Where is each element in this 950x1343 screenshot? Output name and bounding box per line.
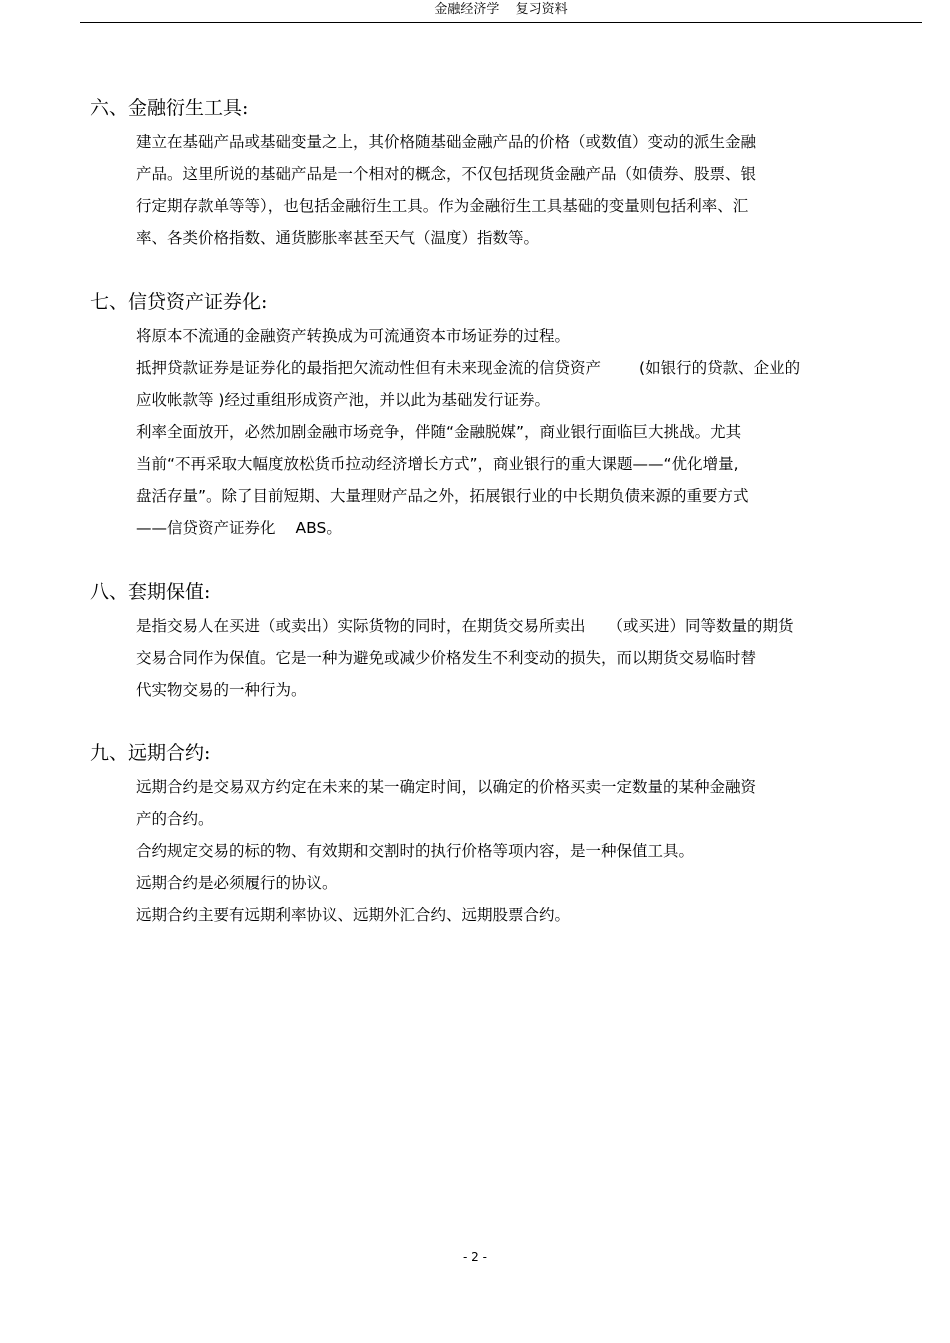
- section-securitization: [90, 290, 910, 544]
- section-heading: 九、远期合约:: [90, 742, 211, 764]
- paragraph-line: [136, 610, 910, 642]
- line-text: (如银行的贷款、企业的: [639, 359, 801, 377]
- page-header: [80, 0, 922, 23]
- paragraph-line: 行定期存款单等等），也包括金融衍生工具。作为金融衍生工具基础的变量则包括利率、汇: [136, 197, 749, 215]
- paragraph-line: 利率全面放开，必然加剧金融市场竞争，伴随“金融脱媒”，商业银行面临巨大挑战。尤其: [136, 423, 742, 441]
- header-course: 金融经济学: [434, 2, 500, 17]
- paragraph-line: 建立在基础产品或基础变量之上，其价格随基础金融产品的价格（或数值）变动的派生金融: [136, 133, 757, 151]
- section-heading: 七、信贷资产证券化:: [90, 291, 268, 313]
- section-derivatives: [90, 96, 910, 254]
- section-hedging: [90, 580, 910, 706]
- paragraph-line: 产品。这里所说的基础产品是一个相对的概念，不仅包括现货金融产品（如债券、股票、银: [136, 165, 757, 183]
- line-text: 抵押贷款证券是证券化的最指把欠流动性但有未来现金流的信贷资产: [136, 359, 602, 377]
- line-text: ——信贷资产证券化: [136, 519, 276, 537]
- paragraph-line: 将原本不流通的金融资产转换成为可流通资本市场证券的过程。: [136, 327, 571, 345]
- page-number: - 2 -: [463, 1250, 487, 1264]
- paragraph-line: 交易合同作为保值。它是一种为避免或减少价格发生不利变动的损失，而以期货交易临时替: [136, 649, 757, 667]
- section-forward-contract: [90, 741, 910, 931]
- paragraph-line: 合约规定交易的标的物、有效期和交割时的执行价格等项内容，是一种保值工具。: [136, 842, 695, 860]
- paragraph-line: 盘活存量”。除了目前短期、大量理财产品之外，拓展银行业的中长期负债来源的重要方式: [136, 487, 749, 505]
- paragraph-line: 产的合约。: [136, 810, 214, 828]
- paragraph-line: 率、各类价格指数、通货膨胀率甚至天气（温度）指数等。: [136, 229, 540, 247]
- paragraph-line: 远期合约主要有远期利率协议、远期外汇合约、远期股票合约。: [136, 906, 571, 924]
- section-heading: 八、套期保值:: [90, 581, 211, 603]
- paragraph-line: [136, 512, 910, 544]
- header-material: 复习资料: [515, 2, 568, 17]
- paragraph-line: 远期合约是必须履行的协议。: [136, 874, 338, 892]
- paragraph-line: 代实物交易的一种行为。: [136, 681, 307, 699]
- line-text: （或买进）同等数量的期货: [607, 617, 794, 635]
- section-heading: 六、金融衍生工具:: [90, 97, 249, 119]
- paragraph-line: 当前“不再采取大幅度放松货币拉动经济增长方式”，商业银行的重大课题——“优化增量,: [136, 455, 739, 473]
- paragraph-line: [136, 352, 910, 384]
- paragraph-line: 远期合约是交易双方约定在未来的某一确定时间，以确定的价格买卖一定数量的某种金融资: [136, 778, 757, 796]
- line-text: 是指交易人在买进（或卖出）实际货物的同时，在期货交易所卖出: [136, 617, 586, 635]
- paragraph-line: 应收帐款等 )经过重组形成资产池，并以此为基础发行证券。: [136, 391, 550, 409]
- line-text: ABS。: [295, 519, 342, 537]
